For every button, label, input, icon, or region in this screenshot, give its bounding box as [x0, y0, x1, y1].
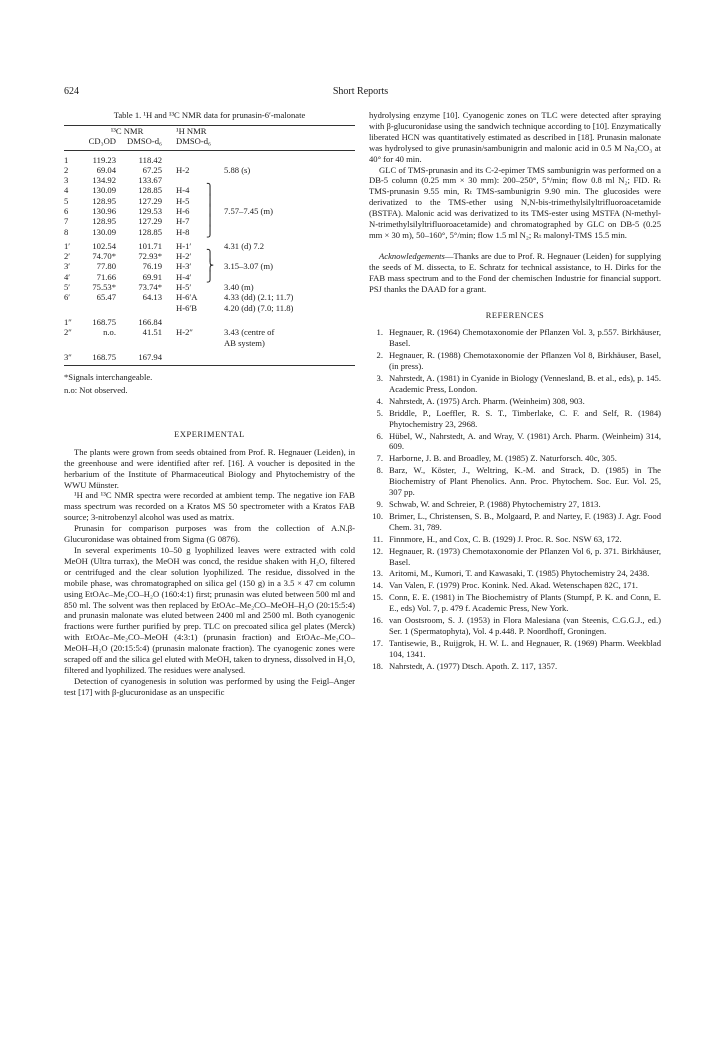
- cd3od-shift-cell: 130.96: [92, 205, 116, 216]
- brace-cell: ⎫: [206, 250, 215, 263]
- position-cell: 7: [64, 216, 69, 227]
- experimental-paragraph: The plants were grown from seeds obtained from Prof. R. Hegnauer (Leiden), in the greenhouse and were identified after ref. [16]. A voucher is deposited in the herbarium of the Institute of Pharmaceutical Biology and Phytochemistry of the WWU Münster.: [64, 446, 355, 490]
- brace-cell: ⎪: [206, 215, 215, 228]
- reference-item: [369, 465, 661, 498]
- brace-cell: [206, 282, 220, 292]
- position-cell: 1″: [64, 316, 72, 327]
- ack-label: Acknowledgements: [379, 250, 445, 261]
- proton-cell: H-6′A: [176, 292, 198, 303]
- dmso-shift-cell: 129.53: [138, 205, 162, 216]
- proton-cell: H-2: [176, 164, 190, 175]
- reference-item: [369, 568, 661, 579]
- experimental-paragraph: Detection of cyanogenesis in solution was performed by using the Feigl–Anger test [17] with β-glucuronidase as an unspecific: [64, 675, 355, 697]
- reference-item: [369, 408, 661, 430]
- table-caption: Table 1. ¹H and ¹³C NMR data for prunasin-6′-malonate: [113, 110, 306, 120]
- table-row: [64, 327, 355, 337]
- cd3od-shift-cell: 168.75: [92, 316, 116, 327]
- proton-cell: H-2′: [176, 251, 192, 262]
- proton-cell: H-7: [176, 216, 190, 227]
- reference-number: 1.: [376, 327, 383, 338]
- dmso-shift-cell: [116, 303, 162, 313]
- position-cell: 2″: [64, 327, 72, 338]
- table-row: [64, 338, 355, 348]
- references-section: [369, 311, 661, 672]
- reference-item: [369, 580, 661, 591]
- reference-text: Hübel, W., Nahrstedt, A. and Wray, V. (1981) Arch. Pharm. (Weinheim) 314, 609.: [389, 430, 661, 452]
- proton-cell: H-4: [176, 185, 190, 196]
- page-number: 624: [64, 86, 79, 97]
- position-cell: 5′: [64, 282, 71, 293]
- proton-cell: H-2″: [176, 327, 193, 338]
- dmso-shift-cell: 133.67: [138, 175, 162, 186]
- brace-cell: [206, 303, 220, 313]
- proton-shift-cell: [220, 227, 355, 237]
- reference-item: [369, 615, 661, 637]
- brace-cell: ⎭: [206, 225, 215, 238]
- proton-cell: H-1′: [176, 240, 192, 251]
- reference-text: Briddle, P., Loeffler, R. S. T., Timberlake, C. F. and Self, R. (1984) Phytochemistry 23, 2968.: [389, 407, 661, 429]
- cd3od-shift-cell: 130.09: [92, 226, 116, 237]
- brace-cell: [206, 155, 220, 165]
- proton-cell: H-6′B: [176, 302, 197, 313]
- cd3od-shift-cell: 71.66: [96, 271, 116, 282]
- table-row: [64, 352, 355, 362]
- dmso-shift-cell: 72.93*: [138, 251, 162, 262]
- reference-text: Barz, W., Köster, J., Weltring, K.-M. and Strack, D. (1985) in The Biochemistry of Plant Phenolics. Ann. Proc. Phytochem. Soc. Eur. Vol. 25, 307 pp.: [389, 465, 661, 498]
- dmso-shift-cell: 73.74*: [138, 282, 162, 293]
- reference-number: 11.: [372, 533, 383, 544]
- reference-text: Nahrstedt, A. (1977) Dtsch. Apoth. Z. 117, 1357.: [389, 660, 558, 671]
- cd3od-shift-cell: 69.04: [96, 164, 116, 175]
- cd3od-shift-cell: [78, 303, 116, 313]
- cd3od-shift-cell: [78, 338, 116, 348]
- table-row: [64, 292, 355, 302]
- reference-number: 15.: [372, 592, 383, 603]
- table-head-row-2: [64, 136, 355, 146]
- brace-cell: ⎭: [206, 270, 215, 283]
- reference-item: [369, 499, 661, 510]
- proton-cell: [162, 175, 206, 185]
- reference-text: Aritomi, M., Kumori, T. and Kawasaki, T. (1985) Phytochemistry 24, 2438.: [389, 568, 650, 579]
- cd3od-shift-cell: n.o.: [103, 327, 116, 338]
- proton-shift-cell: 4.33 (dd) (2.1; 11.7): [224, 292, 294, 303]
- cd3od-shift-cell: 75.53*: [92, 282, 116, 293]
- proton-shift-cell: [220, 175, 355, 185]
- brace-cell: [206, 165, 220, 175]
- table-row: [64, 165, 355, 175]
- proton-cell: H-5′: [176, 282, 192, 293]
- reference-text: Schwab, W. and Schreier, P. (1988) Phytochemistry 27, 1813.: [389, 499, 601, 509]
- position-cell: 6: [64, 205, 69, 216]
- proton-shift-cell: [220, 155, 355, 165]
- reference-text: Hegnauer, R. (1973) Chemotaxonomie der Pflanzen Vol 6, p. 371. Birkhäuser, Basel.: [389, 545, 661, 567]
- proton-shift-cell: [220, 251, 355, 261]
- proton-shift-cell: [220, 196, 355, 206]
- proton-cell: [162, 317, 206, 327]
- reference-item: [369, 373, 661, 395]
- table-head-row-1: [64, 126, 355, 136]
- reference-list: [369, 327, 661, 671]
- nmr-table: [64, 126, 355, 366]
- reference-text: Hegnauer, R. (1988) Chemotaxonomie der Pflanzen Vol 8, Birkhäuser, Basel, (in press).: [389, 350, 661, 372]
- brace-cell: [206, 317, 220, 327]
- dmso-shift-cell: 128.85: [138, 185, 162, 196]
- reference-number: 7.: [376, 453, 383, 464]
- reference-number: 5.: [376, 407, 383, 418]
- experimental-heading: EXPERIMENTAL: [174, 429, 245, 439]
- cd3od-shift-cell: 130.09: [92, 185, 116, 196]
- experimental-paragraph: In several experiments 10–50 g lyophilized leaves were extracted with cold MeOH (Ultra turrax), the MeOH was concd, the residue shaken with H₂O, filtered or centrifuged and the clear solution lyophilized. The residue, dissolved in the mobile phase, was chromatographed on silica gel (150 g) in a 3.5 × 47 cm column using EtOAc–Me₂CO–H₂O (160:4:1) first; prunasin was eluted between 500 ml and 850 ml. The solvent was then replaced by EtOAc–Me₂CO–MeOH–H₂O (20:15:5:4) and prunasin malonate was eluted between 2400 ml and 2500 ml. Both cyanogenic fractions were further purified by prep. TLC on precoated silica gel plates (Merck) with EtOAc–Me₂CO–MeOH (4:3:1) (prunasin fraction) and EtOAc–Me₂CO–MeOH–H₂O (20:15:5:4) (prunasin malonate fraction). The cyanogenic zones were scraped off and the silica gel eluted with MeOH, taken to dryness, dissolved in H₂O, filtered and lyophilized. The residues were analysed.: [64, 545, 355, 675]
- proton-shift-cell: [220, 317, 355, 327]
- position-cell: 5: [64, 195, 69, 206]
- dmso-h-header: DMSO-d₆: [176, 136, 211, 147]
- reference-number: 8.: [376, 465, 383, 476]
- reference-number: 17.: [372, 637, 383, 648]
- proton-shift-cell: 7.57–7.45 (m): [224, 205, 273, 216]
- proton-shift-cell: [220, 352, 355, 362]
- proton-shift-cell: [220, 272, 355, 282]
- reference-number: 18.: [372, 660, 383, 671]
- cd3od-shift-cell: 168.75: [92, 351, 116, 362]
- experimental-paragraph: ¹H and ¹³C NMR spectra were recorded at ambient temp. The negative ion FAB mass spectrum was recorded on a Kratos MS 50 spectrometer with a Kratos FAB source; 3-nitrobenzyl alcohol was used as matrix.: [64, 490, 355, 523]
- reference-text: Conn, E. E. (1981) in The Biochemistry of Plants (Stumpf, P. K. and Conn, E. E., eds) Vol. 7, p. 479 f. Academic Press, New York.: [389, 592, 661, 614]
- brace-cell: [206, 292, 220, 302]
- brace-cell: [206, 338, 220, 348]
- position-cell: 8: [64, 226, 69, 237]
- proton-shift-cell: 3.43 (centre of: [224, 327, 275, 338]
- brace-cell: ⎬: [206, 260, 215, 273]
- nmr-table-body: [64, 155, 355, 363]
- position-cell: [64, 303, 78, 313]
- cd3od-shift-cell: 119.23: [92, 154, 116, 165]
- reference-text: Nahrstedt, A. (1981) in Cyanide in Biology (Vennesland, B. et al., eds), p. 145. Academic Press, London.: [389, 373, 661, 394]
- proton-shift-cell: [220, 216, 355, 226]
- brace-cell: ⎪: [206, 204, 215, 217]
- dmso-shift-cell: 76.19: [142, 261, 162, 272]
- reference-item: [369, 327, 661, 349]
- position-cell: 4: [64, 185, 69, 196]
- dmso-shift-cell: 41.51: [142, 327, 162, 338]
- right-para-continued: hydrolysing enzyme [10]. Cyanogenic zones on TLC were detected after spraying with β-glucuronidase using the sandwich technique according to [10]. Enzymatically liberated HCN was quantitatively estimated as described in [18]. Prunasin malonate was hydrolysed to give prunasin/sambunigrin and malonic acid in 0.5 M Na₂CO₃ at 40° for 40 min.: [369, 110, 661, 164]
- dmso-shift-cell: [116, 338, 162, 348]
- reference-item: [369, 453, 661, 464]
- proton-shift-cell: 4.31 (d) 7.2: [224, 240, 265, 251]
- reference-text: van Oostsroom, S. J. (1953) in Flora Malesiana (van Steenis, C.G.G.J., ed.) Ser. 1 (Spermatophyta), Vol. 4 p.448. P. Noordhoff, Groningen.: [389, 615, 661, 636]
- table-note-interchangeable: *Signals interchangeable.: [64, 372, 153, 383]
- dmso-shift-cell: 167.94: [138, 351, 162, 362]
- experimental-text: [64, 447, 355, 698]
- page-header: [0, 86, 721, 100]
- proton-cell: H-4′: [176, 271, 192, 282]
- reference-item: [369, 661, 661, 672]
- dmso-shift-cell: 101.71: [138, 240, 162, 251]
- position-cell: 2′: [64, 251, 71, 262]
- position-cell: 4′: [64, 271, 71, 282]
- reference-text: Nahrstedt, A. (1975) Arch. Pharm. (Weinheim) 308, 903.: [389, 395, 585, 406]
- reference-item: [369, 546, 661, 568]
- table-note-not-observed: n.o: Not observed.: [64, 385, 128, 396]
- reference-item: [369, 592, 661, 614]
- proton-cell: H-5: [176, 195, 190, 206]
- cd3od-shift-cell: 74.70*: [92, 251, 116, 262]
- position-cell: 6′: [64, 292, 71, 303]
- position-cell: 1: [64, 154, 69, 165]
- dmso-shift-cell: 166.84: [138, 316, 162, 327]
- cd3od-shift-cell: 128.95: [92, 216, 116, 227]
- reference-item: [369, 511, 661, 533]
- proton-shift-cell: [220, 185, 355, 195]
- cd3od-shift-cell: 102.54: [92, 240, 116, 251]
- dmso-shift-cell: 69.91: [142, 271, 162, 282]
- position-cell: 2: [64, 164, 69, 175]
- table-row: [64, 227, 355, 237]
- table-row: [64, 317, 355, 327]
- position-cell: 1′: [64, 240, 71, 251]
- ack-text: —Thanks are due to Prof. R. Hegnauer (Leiden) for supplying the seeds of M. dissecta, to E. Schratz for technical assistance, to H. Dirks for the FAB mass spectrum and to the Fond der chemischen Industrie for financial support. PSJ thanks the DAAD for a grant.: [369, 250, 661, 294]
- references-heading: REFERENCES: [485, 310, 545, 320]
- cd3od-shift-cell: 128.95: [92, 195, 116, 206]
- right-column: [369, 110, 661, 673]
- dmso-shift-cell: 64.13: [142, 292, 162, 303]
- c13-header: ¹³C NMR: [110, 125, 144, 136]
- proton-shift-cell: 3.40 (m): [224, 282, 254, 293]
- reference-number: 13.: [372, 568, 383, 579]
- proton-cell: H-3′: [176, 261, 192, 272]
- reference-number: 3.: [376, 373, 383, 384]
- dmso-header: DMSO-d₆: [127, 136, 162, 147]
- position-cell: 3: [64, 175, 69, 186]
- reference-item: [369, 431, 661, 453]
- brace-cell: [206, 327, 220, 337]
- table-row: [64, 272, 355, 282]
- experimental-paragraph: Prunasin for comparison purposes was from the collection of A.N.β-Glucuronidase was obtained from Sigma (G 0876).: [64, 523, 355, 545]
- proton-shift-cell: AB system): [224, 337, 265, 348]
- reference-number: 10.: [372, 510, 383, 521]
- proton-cell: H-6: [176, 205, 190, 216]
- reference-item: [369, 350, 661, 372]
- proton-shift-cell: 4.20 (dd) (7.0; 11.8): [224, 302, 294, 313]
- brace-cell: ⎪: [206, 194, 215, 207]
- table-row: [64, 303, 355, 313]
- dmso-shift-cell: 127.29: [138, 195, 162, 206]
- reference-text: Finnmore, H., and Cox, C. B. (1929) J. Proc. R. Soc. NSW 63, 172.: [389, 533, 622, 544]
- dmso-shift-cell: 67.25: [142, 164, 162, 175]
- right-para-glc: GLC of TMS-prunasin and its C-2-epimer TMS sambunigrin was performed on a DB-5 column (0.25 mm × 30 mm): 200–250°, 5°/min; flow 0.8 ml N₂; FID. Rₜ TMS-prunasin 9.55 min, Rₜ TMS-sambunigrin 9.90 min. The glucosides were derivatized to the TMS-ether using N,N-bis-trimethylsilyltrifluoroacetamide (BSTFA). Malonic acid was derivatized to its TMS-ester using MSTFA (N-methyl-N-trimethylsilyltrifluoroacetamide) and chromatographed by GLC on DB-5 (0.25 mm × 30 m), 50–160°, 5°/min; flow 1.5 ml N₂; Rₜ malonyl-TMS 15.5 min.: [369, 164, 661, 240]
- reference-number: 6.: [376, 430, 383, 441]
- dmso-shift-cell: 127.29: [138, 216, 162, 227]
- brace-cell: [206, 352, 220, 362]
- reference-number: 4.: [376, 395, 383, 406]
- reference-item: [369, 396, 661, 407]
- reference-item: [369, 534, 661, 545]
- reference-number: 14.: [372, 580, 383, 591]
- table-row: [64, 282, 355, 292]
- cd3od-shift-cell: 77.80: [96, 261, 116, 272]
- dmso-shift-cell: 118.42: [138, 154, 162, 165]
- position-cell: 3″: [64, 351, 72, 362]
- reference-item: [369, 638, 661, 660]
- position-cell: 3′: [64, 261, 71, 272]
- reference-text: Hegnauer, R. (1964) Chemotaxonomie der Pflanzen Vol. 3, p.557. Birkhäuser, Basel.: [389, 327, 661, 349]
- running-title: Short Reports: [332, 86, 389, 97]
- h1-header: ¹H NMR: [176, 125, 207, 136]
- reference-number: 12.: [372, 545, 383, 556]
- reference-text: Harborne, J. B. and Broadley, M. (1985) Z. Naturforsch. 40c, 305.: [389, 453, 617, 464]
- dmso-shift-cell: 128.85: [138, 226, 162, 237]
- proton-cell: [162, 352, 206, 362]
- proton-shift-cell: 5.88 (s): [224, 164, 251, 175]
- proton-cell: [162, 338, 206, 348]
- reference-number: 2.: [376, 350, 383, 361]
- acknowledgements: [369, 251, 661, 295]
- reference-text: Van Valen, F. (1979) Proc. Konink. Ned. Akad. Wetenschapen 82C, 171.: [389, 580, 638, 591]
- proton-cell: H-8: [176, 226, 190, 237]
- table-row: [64, 155, 355, 165]
- reference-number: 16.: [372, 615, 383, 626]
- left-column: [64, 110, 355, 698]
- proton-shift-cell: 3.15–3.07 (m): [224, 261, 273, 272]
- brace-cell: ⎫: [206, 184, 215, 197]
- reference-number: 9.: [376, 499, 383, 509]
- proton-cell: [162, 155, 206, 165]
- reference-text: Tantisewie, B., Ruijgrok, H. W. L. and Hegnauer, R. (1969) Pharm. Weekblad 104, 1341.: [389, 637, 661, 659]
- cd3od-shift-cell: 65.47: [96, 292, 116, 303]
- reference-text: Brimer, L., Christensen, S. B., Molgaard, P. and Nartey, F. (1983) J. Agr. Food Chem. 31, 789.: [389, 510, 661, 532]
- cd3od-header: CD₃OD: [88, 136, 116, 147]
- position-cell: [64, 338, 78, 348]
- cd3od-shift-cell: 134.92: [92, 175, 116, 186]
